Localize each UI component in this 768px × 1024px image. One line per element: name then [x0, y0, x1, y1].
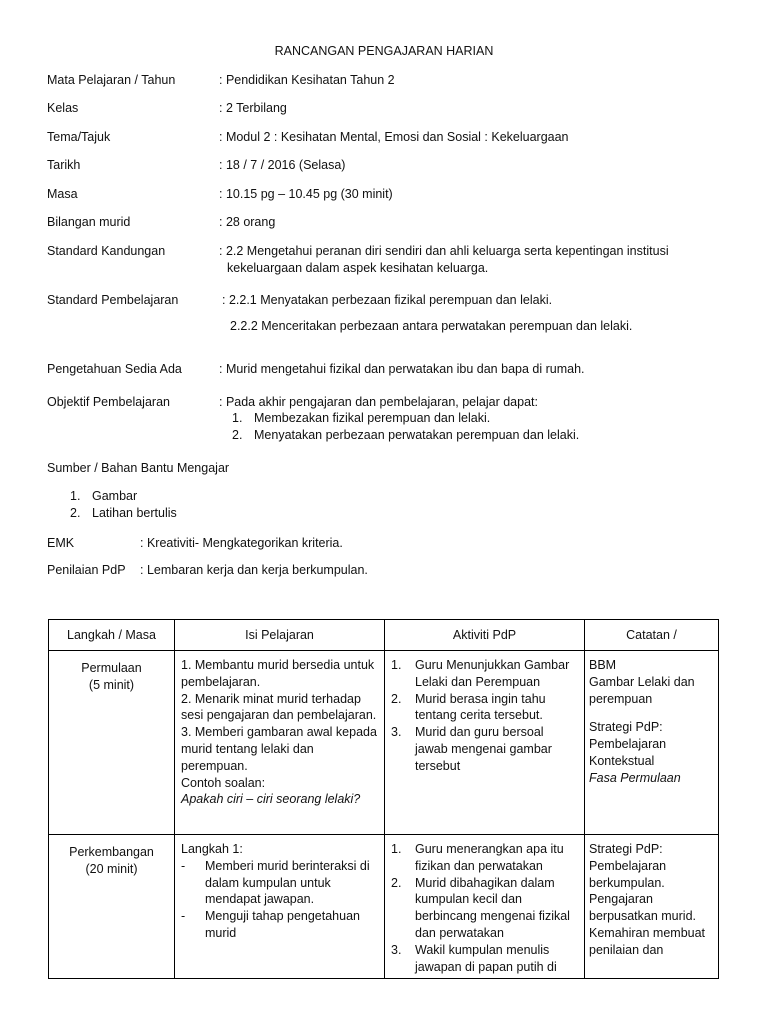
- value-objektif-intro: : Pada akhir pengajaran dan pembelajaran, pelajar dapat:: [219, 395, 538, 409]
- cell-isi: [175, 835, 385, 979]
- label-mata-pelajaran: Mata Pelajaran / Tahun: [47, 73, 176, 87]
- cell-isi: [175, 651, 385, 835]
- bbm-value: Gambar Lelaki dan perempuan: [589, 674, 695, 706]
- lesson-table: [48, 619, 719, 979]
- value-standard-pembelajaran-2: 2.2.2 Menceritakan perbezaan antara perwatakan perempuan dan lelaki.: [230, 319, 633, 333]
- list-item: 3. Murid dan guru bersoal jawab mengenai gambar tersebut: [391, 725, 552, 773]
- strategi-label: Strategi PdP:: [589, 720, 663, 735]
- list-item: 2. Murid dibahagikan dalam kumpulan kecil dan berbincang mengenai fizikal dan perwatakan: [391, 875, 570, 940]
- table-row: [49, 651, 719, 835]
- label-bilangan: Bilangan murid: [47, 215, 131, 229]
- fasa-value: Fasa Permulaan: [589, 770, 681, 785]
- bbm-label: BBM: [589, 658, 617, 672]
- label-emk: EMK: [47, 536, 75, 550]
- langkah-label: Langkah 1:: [181, 842, 243, 856]
- list-item: 2. Menyatakan perbezaan perwatakan perempuan dan lelaki.: [232, 427, 580, 442]
- value-kelas: : 2 Terbilang: [219, 101, 287, 115]
- contoh-label: Contoh soalan:: [181, 775, 266, 790]
- isi-item: - Menguji tahap pengetahuan murid: [181, 909, 360, 940]
- list-item: 1. Guru Menunjukkan Gambar Lelaki dan Perempuan: [391, 658, 570, 689]
- label-tarikh: Tarikh: [47, 158, 81, 172]
- catatan-value: Pembelajaran berkumpulan. Pengajaran berpusatkan murid. Kemahiran membuat penilaian dan: [589, 858, 706, 957]
- list-item: 2. Latihan bertulis: [70, 505, 177, 520]
- header-langkah: Langkah / Masa: [49, 620, 175, 651]
- value-pengetahuan: : Murid mengetahui fizikal dan perwatakan ibu dan bapa di rumah.: [219, 362, 585, 376]
- cell-step: [49, 651, 175, 835]
- strategi-value: Pembelajaran Kontekstual: [589, 737, 667, 768]
- header-isi: Isi Pelajaran: [175, 620, 385, 651]
- cell-step: [49, 835, 175, 979]
- label-sumber: Sumber / Bahan Bantu Mengajar: [47, 461, 230, 475]
- list-item: 1. Guru menerangkan apa itu fizikan dan perwatakan: [391, 842, 564, 873]
- value-tema: : Modul 2 : Kesihatan Mental, Emosi dan Sosial : Kekeluargaan: [219, 130, 569, 144]
- label-standard-pembelajaran: Standard Pembelajaran: [47, 293, 179, 307]
- cell-catatan: [585, 835, 719, 979]
- label-kelas: Kelas: [47, 101, 79, 115]
- list-item: 1. Gambar: [70, 489, 138, 503]
- label-masa: Masa: [47, 187, 78, 201]
- isi-item: - Memberi murid berinteraksi di dalam kumpulan untuk mendapat jawapan.: [181, 858, 370, 907]
- value-masa: : 10.15 pg – 10.45 pg (30 minit): [219, 187, 393, 201]
- label-objektif: Objektif Pembelajaran: [47, 395, 170, 409]
- value-bilangan: : 28 orang: [219, 215, 276, 229]
- step-time: (5 minit): [88, 677, 135, 692]
- spacer: [589, 707, 712, 719]
- value-emk: : Kreativiti- Mengkategorikan kriteria.: [140, 536, 343, 550]
- value-standard-pembelajaran-1: : 2.2.1 Menyatakan perbezaan fizikal perempuan dan lelaki.: [222, 293, 553, 307]
- step-name: Perkembangan: [69, 845, 154, 859]
- label-tema: Tema/Tajuk: [47, 130, 111, 144]
- value-tarikh: : 18 / 7 / 2016 (Selasa): [219, 158, 346, 172]
- value-penilaian: : Lembaran kerja dan kerja berkumpulan.: [140, 563, 368, 577]
- isi-item: 2. Menarik minat murid terhadap sesi pengajaran dan pembelajaran.: [181, 691, 377, 723]
- objektif-list: [232, 411, 579, 444]
- cell-catatan: [585, 651, 719, 835]
- label-standard-kandungan: Standard Kandungan: [47, 244, 166, 258]
- value-standard-kandungan-1: : 2.2 Mengetahui peranan diri sendiri dan ahli keluarga serta kepentingan institusi: [219, 244, 669, 258]
- table-header-row: [49, 620, 719, 651]
- step-name: Permulaan: [81, 661, 142, 675]
- sumber-list: [70, 489, 177, 522]
- header-aktiviti: Aktiviti PdP: [385, 620, 585, 651]
- table-row: [49, 835, 719, 979]
- isi-item: 3. Memberi gambaran awal kepada murid tentang lelaki dan perempuan.: [181, 725, 377, 773]
- strategi-label: Strategi PdP:: [589, 842, 663, 856]
- step-time: (20 minit): [85, 861, 138, 876]
- value-mata-pelajaran: : Pendidikan Kesihatan Tahun 2: [219, 73, 395, 87]
- list-item: 2. Murid berasa ingin tahu tentang cerita tersebut.: [391, 691, 546, 723]
- isi-item: 1. Membantu murid bersedia untuk pembelajaran.: [181, 658, 375, 689]
- contoh-question: Apakah ciri – ciri seorang lelaki?: [181, 792, 361, 807]
- list-item: 3. Wakil kumpulan menulis jawapan di papan putih di: [391, 942, 557, 974]
- aktiviti-list: [391, 841, 578, 975]
- value-standard-kandungan-2: kekeluargaan dalam aspek kesihatan keluarga.: [227, 261, 489, 275]
- page-title: RANCANGAN PENGAJARAN HARIAN: [274, 44, 494, 58]
- cell-aktiviti: [385, 651, 585, 835]
- label-penilaian: Penilaian PdP: [47, 563, 126, 577]
- label-pengetahuan: Pengetahuan Sedia Ada: [47, 362, 182, 376]
- list-item: 1. Membezakan fizikal perempuan dan lelaki.: [232, 411, 491, 425]
- aktiviti-list: [391, 657, 578, 775]
- header-catatan: Catatan /: [585, 620, 719, 651]
- cell-aktiviti: [385, 835, 585, 979]
